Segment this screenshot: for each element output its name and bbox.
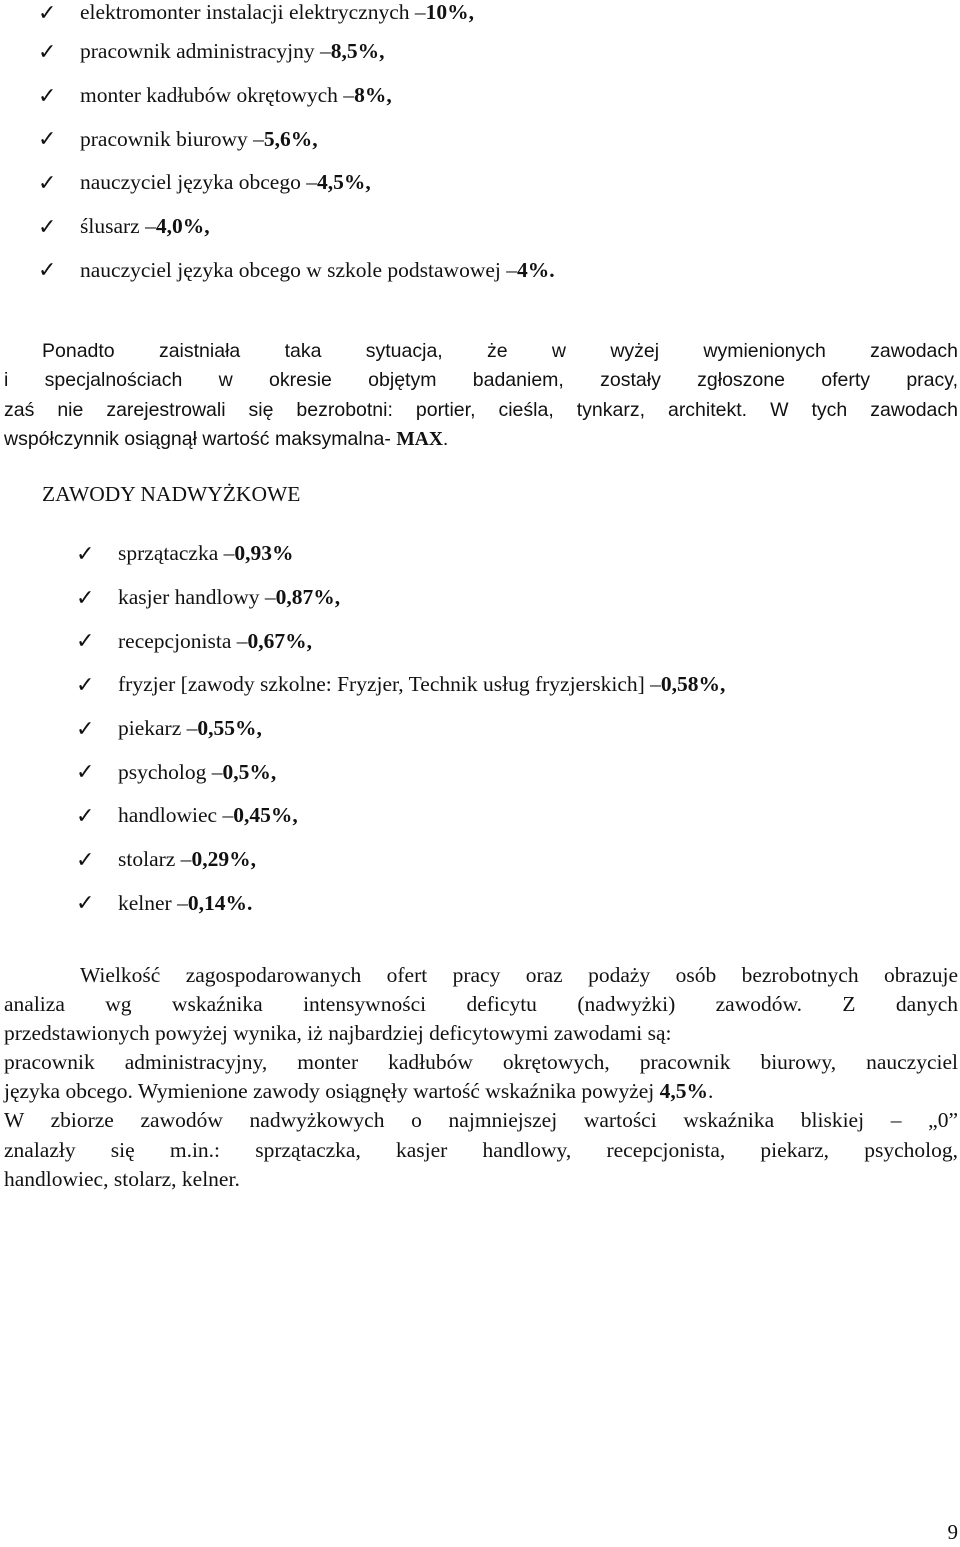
- checkmark-icon: ✓: [38, 126, 57, 152]
- checkmark-icon: ✓: [76, 890, 95, 916]
- paragraph-line: Ponadto zaistniała taka sytuacja, że w wyżej wymienionych zawodach: [42, 340, 958, 362]
- checkmark-icon: ✓: [76, 584, 95, 610]
- section-heading: ZAWODY NADWYŻKOWE: [42, 482, 301, 506]
- list-item: ✓ nauczyciel języka obcego – 4,5%,: [38, 169, 371, 195]
- list-item: ✓ kasjer handlowy – 0,87%,: [76, 584, 341, 610]
- list-item: ✓ sprzątaczka – 0,93%: [76, 540, 294, 566]
- paragraph-line: języka obcego. Wymienione zawody osiągnęły wartość wskaźnika powyżej 4,5%.: [4, 1079, 714, 1104]
- checkmark-icon: ✓: [76, 715, 95, 741]
- list-item: ✓ pracownik biurowy – 5,6%,: [38, 126, 318, 152]
- list-item: ✓ recepcjonista – 0,67%,: [76, 628, 313, 654]
- paragraph-line: współczynnik osiągnął wartość maksymalna- MAX.: [4, 428, 449, 451]
- list-item: ✓ monter kadłubów okrętowych – 8%,: [38, 82, 392, 108]
- paragraph-line: handlowiec, stolarz, kelner.: [4, 1166, 240, 1191]
- paragraph-line: analiza wg wskaźnika intensywności deficytu (nadwyżki) zawodów. Z danych: [4, 992, 958, 1017]
- paragraph-line: pracownik administracyjny, monter kadłubów okrętowych, pracownik biurowy, nauczyciel: [4, 1050, 958, 1075]
- surplus-occupations-list: [76, 532, 725, 925]
- page-number: 9: [947, 1520, 958, 1544]
- paragraph-line: Wielkość zagospodarowanych ofert pracy oraz podaży osób bezrobotnych obrazuje: [80, 963, 958, 987]
- checkmark-icon: ✓: [76, 846, 95, 872]
- list-item: ✓ pracownik administracyjny – 8,5%,: [38, 38, 385, 64]
- checkmark-icon: ✓: [76, 802, 95, 828]
- checkmark-icon: ✓: [38, 213, 57, 239]
- paragraph-summary: [4, 961, 958, 1194]
- checkmark-icon: ✓: [38, 0, 57, 25]
- checkmark-icon: ✓: [38, 169, 57, 195]
- list-item: ✓ nauczyciel języka obcego w szkole podstawowej – 4%.: [38, 257, 555, 283]
- list-item: ✓ ślusarz – 4,0%,: [38, 213, 210, 239]
- checkmark-icon: ✓: [76, 540, 95, 566]
- checkmark-icon: ✓: [76, 759, 95, 785]
- checkmark-icon: ✓: [38, 38, 57, 64]
- paragraph-line: przedstawionych powyżej wynika, iż najbardziej deficytowymi zawodami są:: [4, 1021, 672, 1046]
- checkmark-icon: ✓: [38, 82, 57, 108]
- deficit-occupations-list: [38, 0, 555, 292]
- paragraph-line: i specjalnościach w okresie objętym badaniem, zostały zgłoszone oferty pracy,: [4, 369, 958, 392]
- checkmark-icon: ✓: [76, 628, 95, 654]
- paragraph-line: zaś nie zarejestrowali się bezrobotni: portier, cieśla, tynkarz, architekt. W tych zawodach: [4, 398, 958, 421]
- list-item: ✓ psycholog – 0,5%,: [76, 759, 277, 785]
- list-item: ✓ fryzjer [zawody szkolne: Fryzjer, Technik usług fryzjerskich] – 0,58%,: [76, 671, 726, 697]
- list-item: ✓ stolarz – 0,29%,: [76, 846, 256, 872]
- list-item: ✓ kelner – 0,14%.: [76, 890, 253, 916]
- paragraph-max-indicator: [4, 337, 958, 455]
- paragraph-line: znalazły się m.in.: sprzątaczka, kasjer handlowy, recepcjonista, piekarz, psycholog,: [4, 1137, 958, 1162]
- list-item: ✓ piekarz – 0,55%,: [76, 715, 262, 741]
- paragraph-line: W zbiorze zawodów nadwyżkowych o najmniejszej wartości wskaźnika bliskiej – „0”: [4, 1108, 958, 1133]
- checkmark-icon: ✓: [38, 257, 57, 283]
- list-item: ✓ handlowiec – 0,45%,: [76, 802, 298, 828]
- checkmark-icon: ✓: [76, 671, 95, 697]
- list-item: ✓ elektromonter instalacji elektrycznych – 10%,: [38, 0, 475, 25]
